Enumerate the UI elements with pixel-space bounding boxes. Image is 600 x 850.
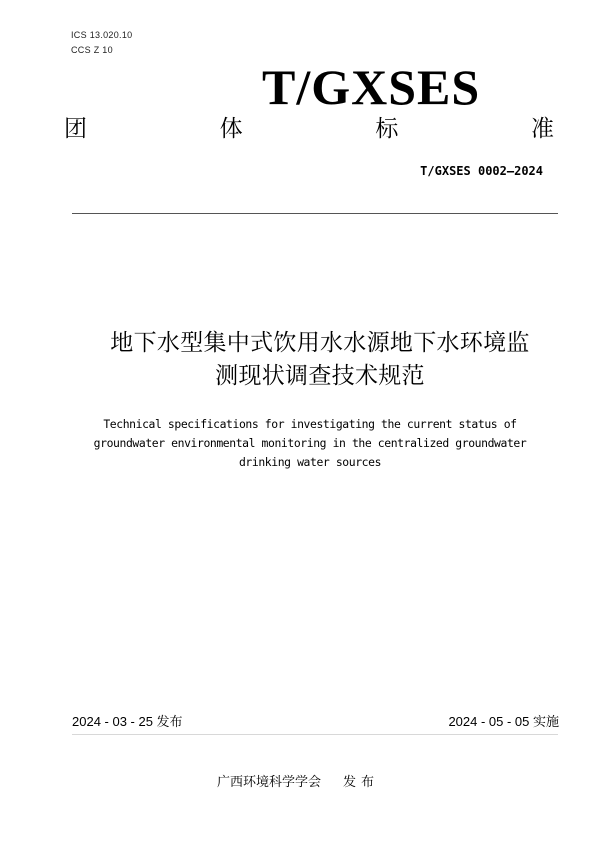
english-title-line: groundwater environmental monitoring in the centralized groundwater	[93, 436, 527, 450]
english-title	[60, 415, 560, 472]
ccs-code: CCS Z 10	[71, 45, 113, 55]
standard-number: T/GXSES 0002—2024	[420, 164, 543, 178]
organization-code: T/GXSES	[262, 59, 481, 115]
publisher-name: 广西环境科学学会	[217, 775, 322, 790]
standard-type-char: 体	[219, 116, 243, 142]
chinese-title	[60, 327, 580, 393]
english-title-line: drinking water sources	[238, 455, 382, 469]
ics-code: ICS 13.020.10	[71, 30, 133, 40]
publisher-action: 发布	[343, 775, 380, 790]
standard-type-char: 标	[375, 116, 399, 142]
implementation-date: 2024 - 05 - 05 实施	[448, 714, 559, 729]
chinese-title-line: 地下水型集中式饮用水水源地下水环境监	[110, 330, 530, 356]
footer-divider	[72, 734, 558, 735]
header-divider	[72, 213, 558, 214]
standard-type	[64, 114, 554, 144]
standard-type-char: 团	[64, 116, 87, 142]
english-title-line: Technical specifications for investigating the current status of	[103, 417, 517, 431]
standard-type-char: 准	[530, 116, 554, 142]
issue-date: 2024 - 03 - 25 发布	[72, 714, 183, 729]
publisher	[217, 774, 379, 792]
chinese-title-line: 测现状调查技术规范	[215, 363, 425, 389]
